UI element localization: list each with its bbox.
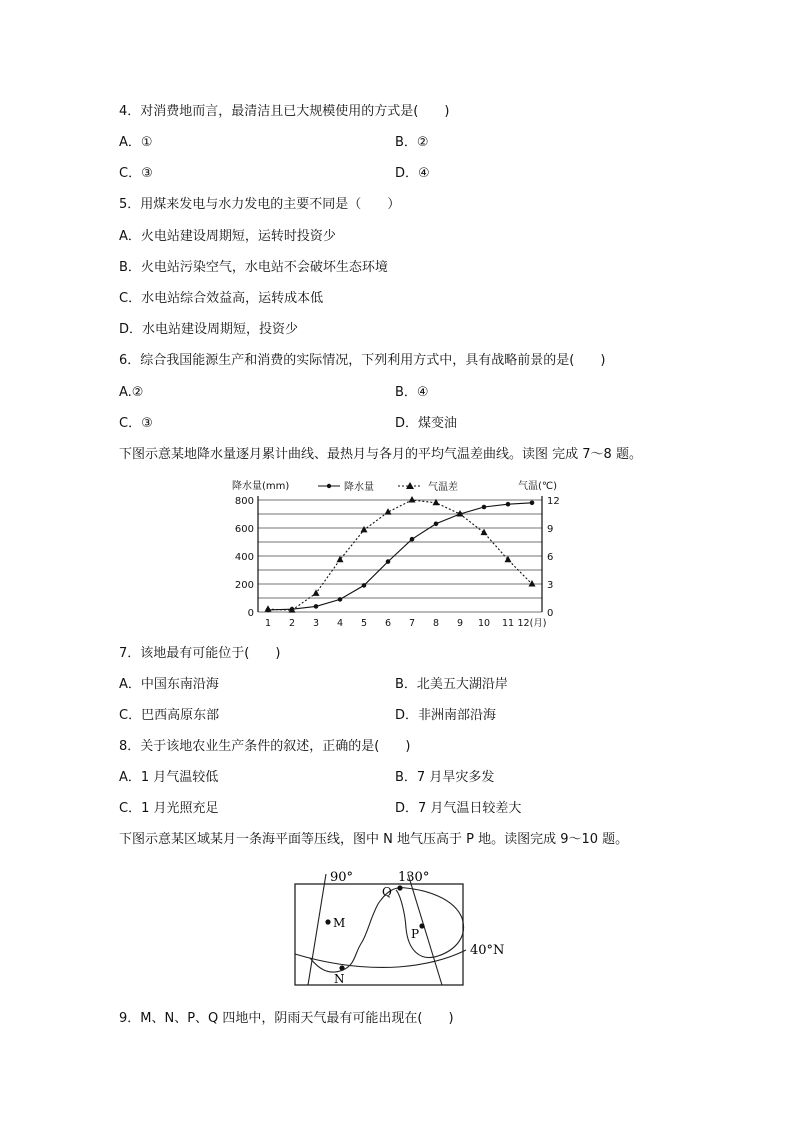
label-q: Q	[382, 885, 392, 899]
label-p: P	[411, 927, 420, 941]
x-tick-label: 1	[264, 618, 272, 629]
x-tick-label: 12(月)	[517, 618, 547, 629]
left-tick-label: 600	[234, 524, 254, 535]
q4-option-c: C．③	[119, 166, 153, 181]
precip-point	[482, 505, 487, 510]
q7-option-a: A．中国东南沿海	[119, 677, 219, 692]
q6-option-b: B．④	[395, 385, 429, 400]
intro-7-8: 下图示意某地降水量逐月累计曲线、最热月与各月的平均气温差曲线。读图 完成 7～8 题。	[119, 447, 642, 462]
point-p	[419, 923, 424, 928]
left-tick-label: 0	[247, 608, 254, 619]
x-tick-label: 3	[312, 618, 320, 629]
q5-stem: 5．用煤来发电与水力发电的主要不同是（ ）	[119, 197, 401, 212]
temp-diff-point	[505, 556, 512, 563]
q7-option-c: C．巴西高原东部	[119, 708, 220, 723]
q6-stem: 6．综合我国能源生产和消费的实际情况，下列利用方式中，具有战略前景的是( )	[119, 353, 606, 368]
q5-option-b: B．火电站污染空气，水电站不会破坏生态环境	[119, 260, 388, 275]
left-tick-label: 400	[234, 552, 254, 563]
q4-option-b: B．②	[395, 135, 429, 150]
chart-axes	[258, 496, 542, 612]
q8-stem: 8．关于该地农业生产条件的叙述，正确的是( )	[119, 739, 411, 754]
right-tick-label: 3	[547, 580, 554, 591]
q7-stem: 7．该地最有可能位于( )	[119, 646, 281, 661]
x-tick-label: 7	[408, 618, 416, 629]
x-tick-label: 2	[288, 618, 296, 629]
point-q	[397, 885, 402, 890]
right-tick-label: 0	[547, 608, 554, 619]
q5-option-a: A．火电站建设周期短，运转时投资少	[119, 229, 336, 244]
series-line-temp-diff	[268, 500, 532, 610]
right-tick-label: 9	[547, 524, 554, 535]
q5-option-c: C．水电站综合效益高，运转成本低	[119, 291, 324, 306]
left-tick-label: 200	[234, 580, 254, 591]
label-n: N	[334, 972, 345, 986]
x-tick-label: 11	[501, 618, 515, 629]
q7-option-d: D．非洲南部沿海	[395, 708, 497, 723]
label-m: M	[333, 916, 346, 930]
legend-temp-label: 气温差	[428, 482, 458, 493]
q7-option-b: B．北美五大湖沿岸	[395, 677, 508, 692]
x-tick-label: 5	[360, 618, 368, 629]
temp-diff-point	[337, 556, 344, 563]
x-tick-label: 6	[384, 618, 392, 629]
chart-grid	[258, 500, 542, 612]
label-130: 130°	[398, 870, 430, 885]
temp-diff-point	[409, 496, 416, 503]
temp-diff-point	[361, 526, 368, 533]
precip-point	[338, 597, 343, 602]
legend-precip-marker	[327, 484, 331, 488]
chart-series	[265, 496, 536, 613]
q8-option-c: C．1 月光照充足	[119, 801, 219, 816]
temp-diff-point	[265, 605, 272, 612]
x-tick-label: 4	[336, 618, 344, 629]
q4-option-a: A．①	[119, 135, 153, 150]
intro-9-10: 下图示意某区域某月一条海平面等压线，图中 N 地气压高于 P 地。读图完成 9～10 题。	[119, 832, 629, 847]
q6-option-d: D．煤变油	[395, 416, 458, 431]
x-tick-label: 9	[456, 618, 464, 629]
legend-precip-label: 降水量	[344, 482, 374, 493]
q4-option-d: D．④	[395, 166, 430, 181]
precip-temp-chart	[228, 478, 568, 632]
q8-option-a: A．1 月气温较低	[119, 770, 219, 785]
right-tick-label: 12	[547, 496, 560, 507]
q8-option-b: B．7 月旱灾多发	[395, 770, 495, 785]
right-tick-label: 6	[547, 552, 554, 563]
left-axis-title: 降水量(mm)	[232, 481, 290, 492]
isobar-map	[288, 864, 518, 992]
label-90: 90°	[330, 870, 354, 885]
precip-point	[434, 522, 439, 527]
q4-stem: 4．对消费地而言，最清洁且已大规模使用的方式是( )	[119, 104, 450, 119]
label-40n: 40°N	[470, 943, 505, 958]
precip-point	[314, 604, 319, 609]
precip-point	[530, 501, 535, 506]
q5-option-d: D．水电站建设周期短，投资少	[119, 322, 299, 337]
point-m	[325, 919, 330, 924]
precip-point	[362, 583, 367, 588]
x-tick-label: 10	[477, 618, 491, 629]
x-tick-label: 8	[432, 618, 440, 629]
temp-diff-point	[481, 529, 488, 536]
q8-option-d: D．7 月气温日较差大	[395, 801, 522, 816]
parallel-40n	[295, 950, 466, 967]
right-axis-title: 气温(℃)	[518, 481, 558, 492]
q9-stem: 9．M、N、P、Q 四地中，阴雨天气最有可能出现在( )	[119, 1011, 454, 1026]
meridian-90	[308, 874, 326, 985]
q6-option-a: A.②	[119, 385, 144, 400]
left-tick-label: 800	[234, 496, 254, 507]
q6-option-c: C．③	[119, 416, 153, 431]
point-n	[339, 965, 344, 970]
precip-point	[386, 559, 391, 564]
precip-point	[410, 537, 415, 542]
precip-point	[506, 502, 511, 507]
